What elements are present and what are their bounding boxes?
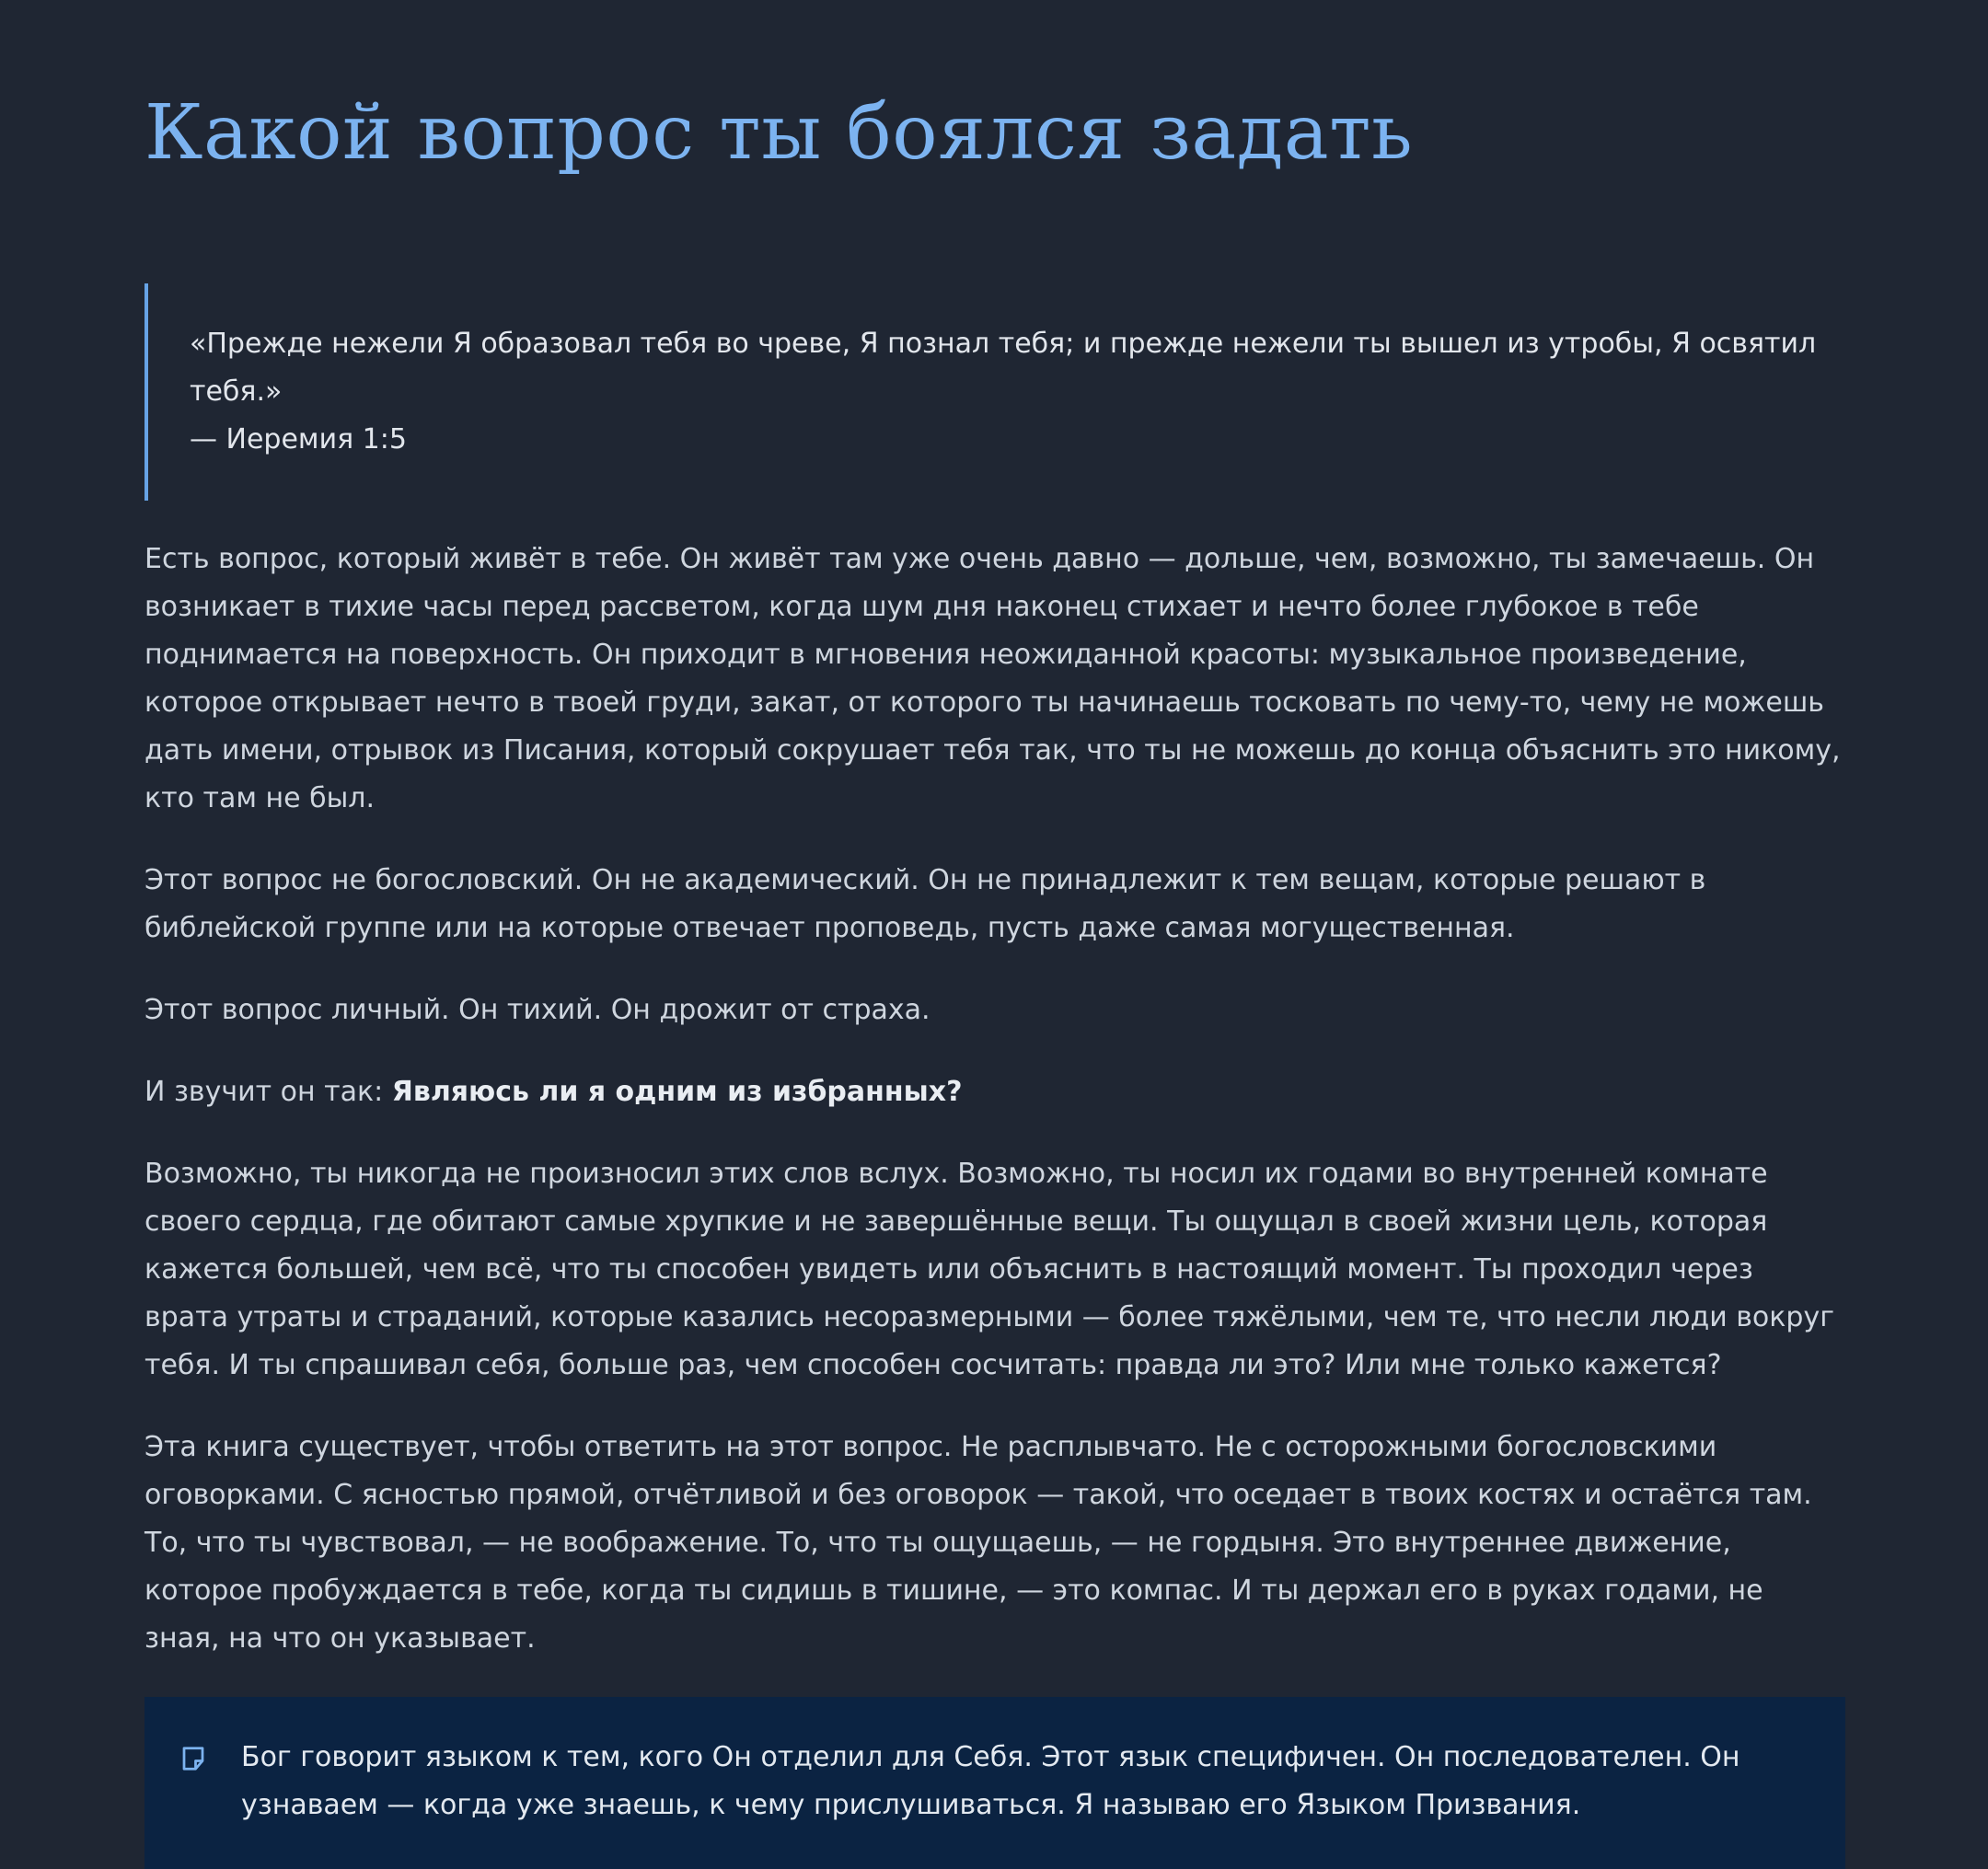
question-paragraph [144, 1068, 1845, 1116]
scripture-quote [144, 283, 1845, 501]
page-title: Какой вопрос ты боялся задать [144, 89, 1414, 177]
note-text: Бог говорит языком к тем, кого Он отделил для Себя. Этот язык специфичен. Он последователен. Он узнаваем — когда уже знаешь, к чему прислушиваться. Я называю его Языком Призвания. [241, 1741, 1740, 1821]
question-prefix: И звучит он так: [144, 1076, 392, 1108]
question-emphasis: Являюсь ли я одним из избранных? [391, 1076, 963, 1108]
body-text [144, 536, 1845, 1663]
paragraph: Эта книга существует, чтобы ответить на этот вопрос. Не расплывчато. Не с осторожными богословскими оговорками. С ясностью прямой, отчётливой и без оговорок — такой, что оседает в твоих костях и остаётся там. То, что ты чувствовал, — не воображение. То, что ты ощущаешь, — не гордыня. Это внутреннее движение, которое пробуждается в тебе, когда ты сидишь в тишине, — это компас. И ты держал его в руках годами, не зная, на что он указывает. [144, 1431, 1812, 1655]
quote-citation: — Иеремия 1:5 [190, 423, 407, 456]
paragraph: Этот вопрос личный. Он тихий. Он дрожит от страха. [144, 994, 930, 1026]
quote-text: «Прежде нежели Я образовал тебя во чреве, Я познал тебя; и прежде нежели ты вышел из утробы, Я освятил тебя.» [190, 328, 1817, 408]
paragraph: Есть вопрос, который живёт в тебе. Он живёт там уже очень давно — дольше, чем, возможно, ты замечаешь. Он возникает в тихие часы перед рассветом, когда шум дня наконец стихает и нечто более глубокое в тебе поднимается на поверхность. Он приходит в мгновения неожиданной красоты: музыкальное произведение, которое открывает нечто в твоей груди, закат, от которого ты начинаешь тосковать по чему-то, чему не можешь дать имени, отрывок из Писания, который сокрушает тебя так, что ты не можешь до конца объяснить это никому, кто там не был. [144, 543, 1841, 814]
paragraph: Этот вопрос не богословский. Он не академический. Он не принадлежит к тем вещам, которые решают в библейской группе или на которые отвечает проповедь, пусть даже самая могущественная. [144, 864, 1706, 944]
note-callout [144, 1697, 1845, 1869]
paragraph: Возможно, ты никогда не произносил этих слов вслух. Возможно, ты носил их годами во внутренней комнате своего сердца, где обитают самые хрупкие и не завершённые вещи. Ты ощущал в своей жизни цель, которая кажется большей, чем всё, что ты способен увидеть или объяснить в настоящий момент. Ты проходил через врата утраты и страданий, которые казались несоразмерными — более тяжёлыми, чем те, что несли люди вокруг тебя. И ты спрашивал себя, больше раз, чем способен сосчитать: правда ли это? Или мне только кажется? [144, 1158, 1834, 1381]
